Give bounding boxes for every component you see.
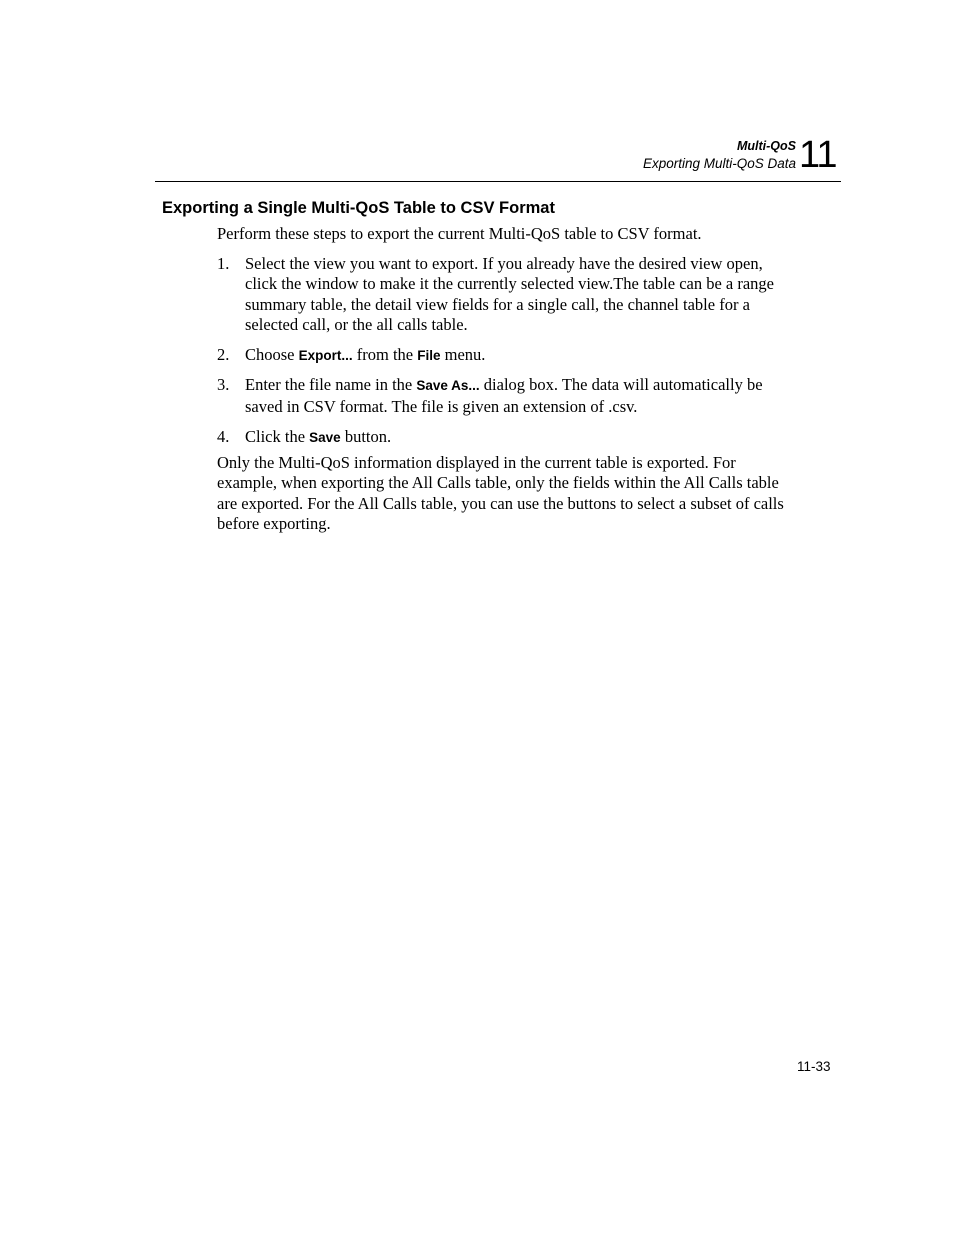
list-item [217,254,797,335]
chapter-number: 11 [799,134,837,176]
step-text-part: menu. [440,344,486,364]
step-number: 4. [217,426,230,446]
step-text-part: Choose [245,344,299,364]
step-number: 3. [217,375,230,395]
header-section-title: Exporting Multi-QoS Data [642,156,796,171]
step-number: 2. [217,344,230,364]
step-number: 1. [217,254,230,273]
step-text [245,375,763,415]
list-item [217,375,797,417]
step-text: Select the view you want to export. If you already have the desired view open, click the window to make it the currently selected view.The table can be a range summary table, the detail view fields for a single call, the channel table for a selected call, or the all calls table. [245,254,774,334]
save-button-name: Save [309,429,341,445]
file-menu-name: File [417,347,441,363]
list-item [217,345,797,366]
step-text-part: dialog box. The data will automatically be saved in CSV format. The file is given an extension of .csv. [245,375,763,416]
header-divider [155,181,841,182]
step-text-part: Enter the file name in the [245,375,417,395]
closing-paragraph: Only the Multi-QoS information displayed in the current table is exported. For example, when exporting the All Calls table, only the fields within the All Calls table are exported. For the All Calls table, you can use the buttons to select a subset of calls before exporting. [217,453,784,533]
step-text [245,427,391,446]
save-as-dialog-name: Save As... [416,378,480,394]
running-header [643,138,796,172]
step-text-part: from the [352,344,418,364]
step-text-part: button. [340,426,392,446]
intro-paragraph: Perform these steps to export the current Multi-QoS table to CSV format. [217,224,702,243]
export-menu-command: Export... [298,347,353,363]
page-header [0,0,954,190]
list-item [217,427,797,448]
step-text [245,345,485,364]
step-text-part: Click the [245,426,310,446]
steps-list [217,254,797,457]
header-chapter-title: Multi-QoS [736,139,796,153]
page-number: 11-33 [797,1059,831,1074]
section-heading: Exporting a Single Multi-QoS Table to CSV Format [162,199,555,217]
